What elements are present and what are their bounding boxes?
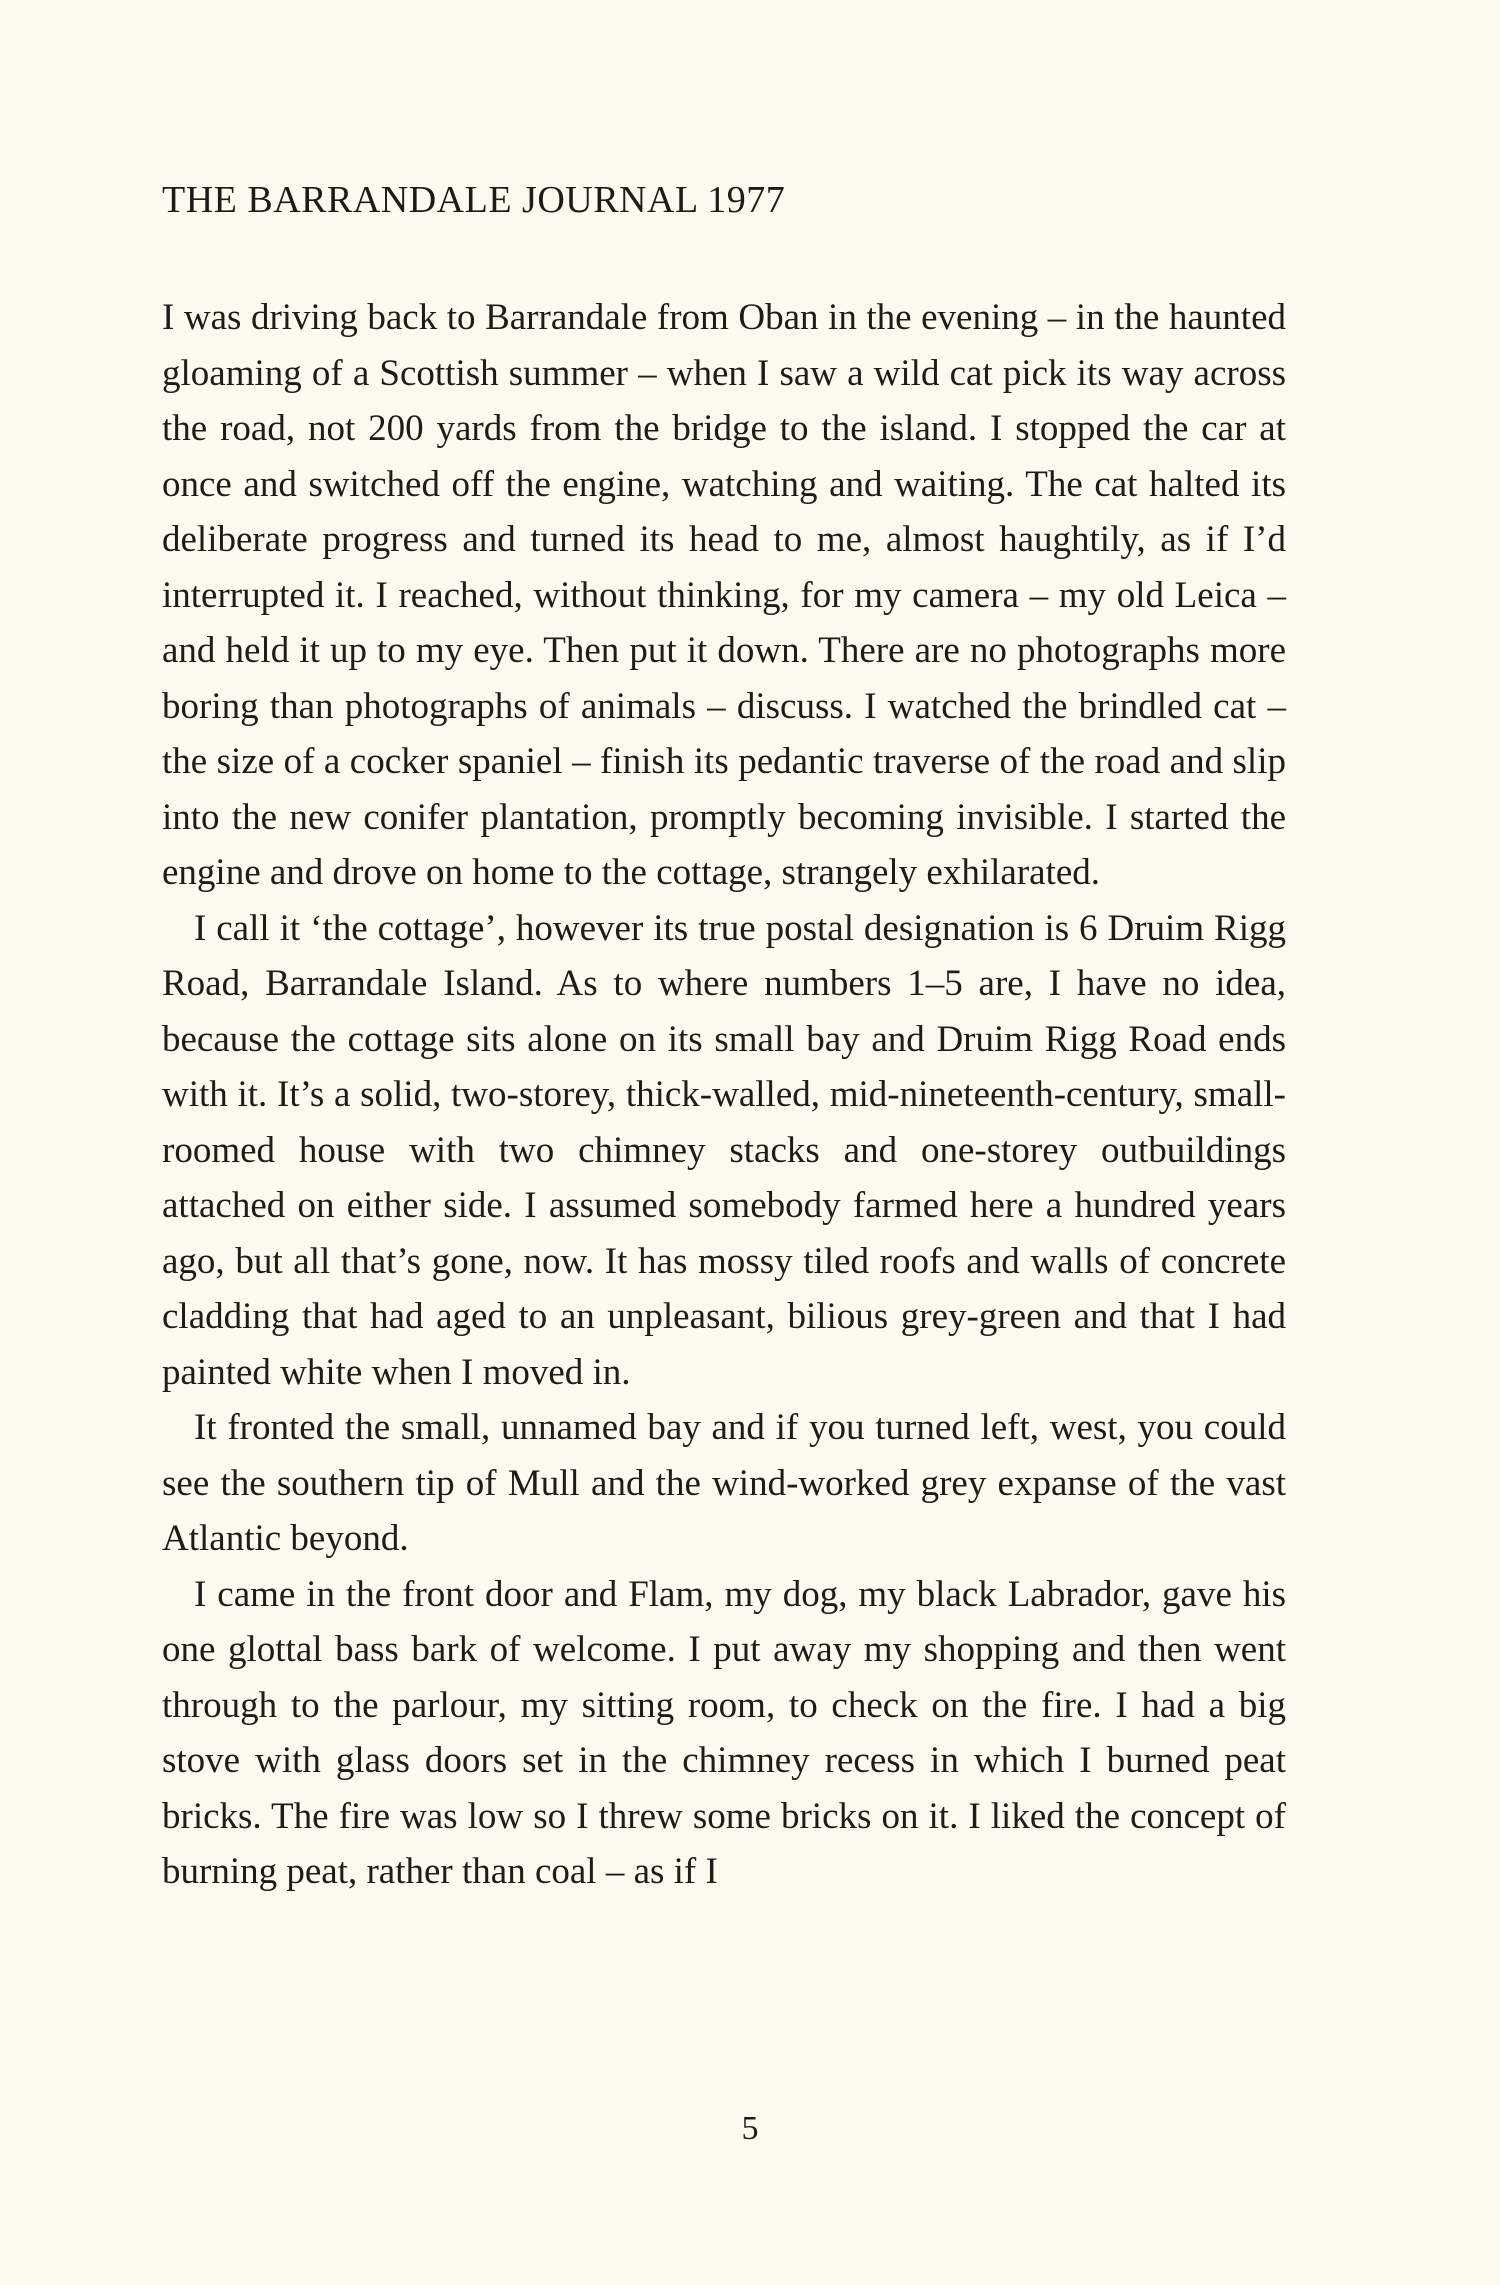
- body-text: [162, 290, 1286, 1900]
- page-number: 5: [741, 2110, 759, 2147]
- paragraph: I was driving back to Barrandale from Oban in the evening – in the haunted gloaming of a Scottish summer – when I saw a wild cat pick its way across the road, not 200 yards from the bridge to the island. I stopped the car at once and switched off the engine, watching and waiting. The cat halted its deliberate progress and turned its head to me, almost haughtily, as if I’d interrupted it. I reached, without thinking, for my camera – my old Leica – and held it up to my eye. Then put it down. There are no photographs more boring than photographs of animals – discuss. I watched the brindled cat – the size of a cocker spaniel – finish its pedantic traverse of the road and slip into the new conifer plantation, promptly becoming invisible. I started the engine and drove on home to the cottage, strangely exhilarated.: [162, 297, 1286, 893]
- paragraph: I came in the front door and Flam, my dog, my black Labrador, gave his one glottal bass bark of welcome. I put away my shopping and then went through to the parlour, my sitting room, to check on the fire. I had a big stove with glass doors set in the chimney recess in which I burned peat bricks. The fire was low so I threw some bricks on it. I liked the concept of burning peat, rather than coal – as if I: [162, 1573, 1286, 1892]
- running-head: THE BARRANDALE JOURNAL 1977: [162, 179, 786, 221]
- paragraph: It fronted the small, unnamed bay and if you turned left, west, you could see the southern tip of Mull and the wind-worked grey expanse of the vast Atlantic beyond.: [162, 1407, 1286, 1559]
- paragraph: I call it ‘the cottage’, however its true postal designation is 6 Druim Rigg Road, Barrandale Island. As to where numbers 1–5 are, I have no idea, because the cottage sits alone on its small bay and Druim Rigg Road ends with it. It’s a solid, two-storey, thick-walled, mid-nineteenth-century, small-roomed house with two chimney stacks and one-storey outbuildings attached on either side. I assumed somebody farmed here a hundred years ago, but all that’s gone, now. It has mossy tiled roofs and walls of concrete cladding that had aged to an unpleasant, bilious grey-green and that I had painted white when I moved in.: [162, 907, 1286, 1393]
